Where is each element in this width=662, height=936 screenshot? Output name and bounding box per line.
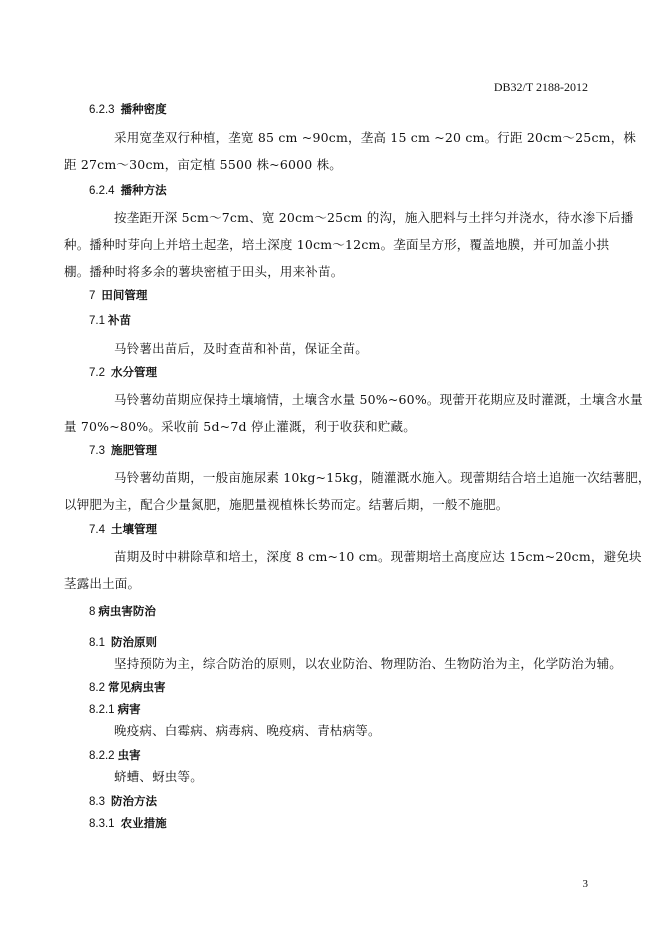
heading-number: 7.3 xyxy=(89,445,105,457)
heading-number: 8.2.1 xyxy=(89,704,115,716)
paragraph-7-2 xyxy=(64,386,643,440)
paragraph-line: 晚疫病、白霉病、病毒病、晚疫病、青枯病等。 xyxy=(114,723,381,738)
heading-title: 播种方法 xyxy=(120,183,167,197)
heading-8 xyxy=(89,604,156,619)
heading-8-2 xyxy=(89,680,166,695)
heading-title: 防治方法 xyxy=(111,794,157,808)
paragraph-8-1 xyxy=(89,650,623,677)
heading-title: 补苗 xyxy=(108,313,131,327)
heading-7-4 xyxy=(89,522,157,537)
paragraph-line: 马铃薯出苗后，及时查苗和补苗，保证全苗。 xyxy=(114,341,369,356)
page-number: 3 xyxy=(582,878,588,890)
heading-number: 7.2 xyxy=(89,367,105,379)
paragraph-8-2-1 xyxy=(89,717,589,744)
heading-8-1 xyxy=(89,635,157,650)
heading-title: 农业措施 xyxy=(120,816,167,830)
heading-8-3-1 xyxy=(89,816,167,831)
heading-number: 8.3.1 xyxy=(89,818,115,830)
heading-8-2-1 xyxy=(89,702,141,717)
heading-title: 病虫害防治 xyxy=(98,604,156,618)
heading-number: 8.2 xyxy=(89,682,105,694)
paragraph-line: 种。播种时芽向上并培土起垄，培土深度 10cm～12cm。垄面呈方形，覆盖地膜，并可加盖小拱 xyxy=(64,237,610,252)
paragraph-line: 苗期及时中耕除草和培土，深度 8 cm~10 cm。现蕾期培土高度应达 15cm~20cm，避免块 xyxy=(114,549,642,564)
heading-number: 6.2.3 xyxy=(89,104,115,116)
paragraph-line: 距 27cm～30cm，亩定植 5500 株~6000 株。 xyxy=(64,157,343,172)
paragraph-7-3 xyxy=(64,464,651,518)
paragraph-line: 以钾肥为主，配合少量氮肥，施肥量视植株长势而定。结薯后期，一般不施肥。 xyxy=(64,497,509,512)
heading-title: 播种密度 xyxy=(120,102,167,116)
heading-title: 水分管理 xyxy=(111,365,157,379)
heading-number: 7.4 xyxy=(89,524,105,536)
paragraph-line: 棚。播种时将多余的薯块密植于田头，用来补苗。 xyxy=(64,264,344,279)
heading-title: 田间管理 xyxy=(101,288,148,302)
heading-number: 7.1 xyxy=(89,315,105,327)
paragraph-line: 按垄距开深 5cm～7cm、宽 20cm～25cm 的沟，施入肥料与土拌匀并浇水，待水渗下后播 xyxy=(114,210,634,225)
heading-8-2-2 xyxy=(89,748,141,763)
heading-7-1 xyxy=(89,313,131,328)
paragraph-line: 马铃薯幼苗期应保持土壤墒情，土壤含水量 50%~60%。现蕾开花期应及时灌溉，土壤含水量 xyxy=(114,392,643,407)
heading-6-2-4 xyxy=(89,183,167,198)
paragraph-line: 坚持预防为主，综合防治的原则，以农业防治、物理防治、生物防治为主，化学防治为辅。 xyxy=(114,656,623,671)
heading-6-2-3 xyxy=(89,102,167,117)
heading-8-3 xyxy=(89,794,157,809)
heading-title: 常见病虫害 xyxy=(108,680,166,694)
heading-7-3 xyxy=(89,443,157,458)
paragraph-6-2-3 xyxy=(64,124,637,178)
heading-number: 8.3 xyxy=(89,796,105,808)
heading-number: 6.2.4 xyxy=(89,185,115,197)
paragraph-8-2-2 xyxy=(89,763,589,790)
standard-code: DB32/T 2188-2012 xyxy=(493,80,588,94)
heading-7-2 xyxy=(89,365,157,380)
heading-number: 8 xyxy=(89,606,96,618)
heading-title: 防治原则 xyxy=(111,635,157,649)
heading-title: 病害 xyxy=(117,702,141,716)
paragraph-line: 量 70%~80%。采收前 5d~7d 停止灌溉，利于收获和贮藏。 xyxy=(64,419,416,434)
heading-number: 8.2.2 xyxy=(89,750,115,762)
heading-number: 8.1 xyxy=(89,637,105,649)
paragraph-line: 马铃薯幼苗期，一般亩施尿素 10kg~15kg，随灌溉水施入。现蕾期结合培土追施一次结薯肥， xyxy=(114,470,651,485)
paragraph-6-2-4 xyxy=(64,204,634,285)
heading-7 xyxy=(89,288,147,303)
heading-title: 施肥管理 xyxy=(111,443,157,457)
heading-number: 7 xyxy=(89,290,96,302)
paragraph-line: 采用宽垄双行种植，垄宽 85 cm ~90cm，垄高 15 cm ~20 cm。行距 20cm～25cm，株 xyxy=(114,130,637,145)
paragraph-7-4 xyxy=(64,543,642,597)
paragraph-line: 蛴螬、蚜虫等。 xyxy=(114,769,203,784)
paragraph-line: 茎露出土面。 xyxy=(64,576,141,591)
paragraph-7-1 xyxy=(89,335,589,362)
heading-title: 虫害 xyxy=(117,748,141,762)
heading-title: 土壤管理 xyxy=(111,522,157,536)
